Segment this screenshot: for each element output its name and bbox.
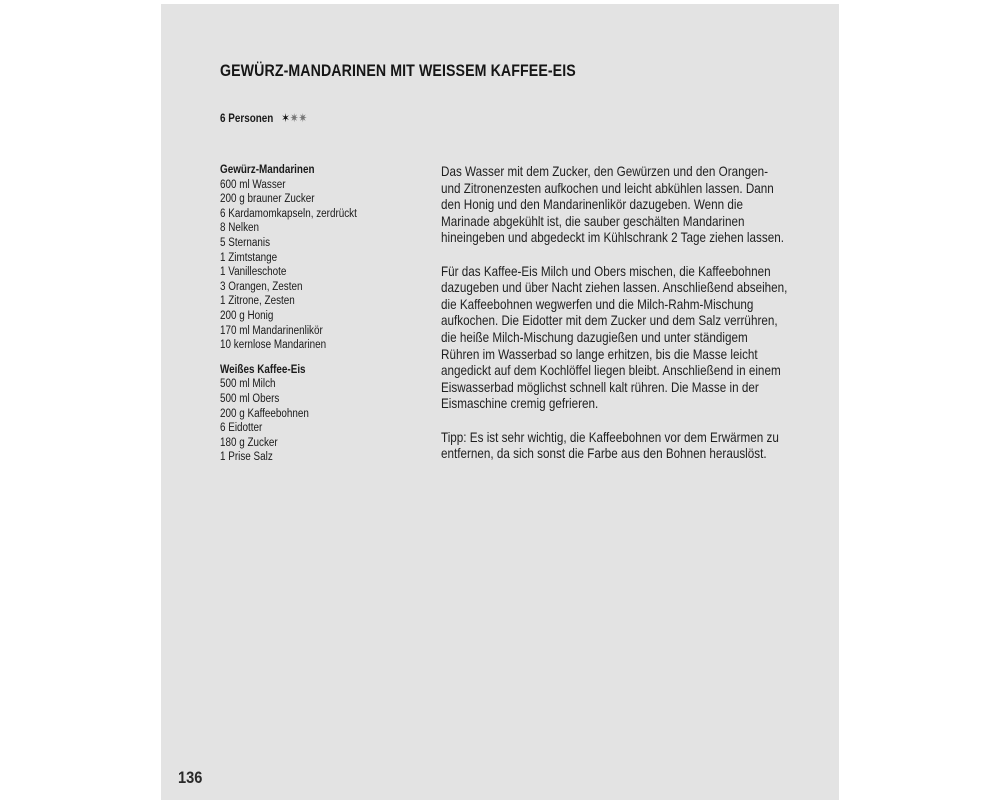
servings-line bbox=[220, 111, 307, 125]
ingredient-item: 500 ml Milch bbox=[220, 378, 276, 391]
servings-label: 6 Personen bbox=[220, 113, 274, 125]
ingredient-item: 10 kernlose Mandarinen bbox=[220, 339, 327, 352]
ingredient-item: 6 Kardamomkapseln, zerdrückt bbox=[220, 207, 357, 220]
ingredient-group-heading: Gewürz-Mandarinen bbox=[220, 164, 315, 176]
ingredient-group bbox=[220, 163, 392, 353]
ingredient-item: 6 Eidotter bbox=[220, 422, 263, 435]
ingredients-list bbox=[220, 163, 392, 475]
ingredient-item: 200 g Honig bbox=[220, 309, 274, 322]
instruction-paragraph: Tipp: Es ist sehr wichtig, die Kaffeebohnen vor dem Erwärmen zu entfernen, da sich sonst die Farbe aus den Bohnen herauslöst. bbox=[441, 429, 779, 462]
ingredient-item: 200 g brauner Zucker bbox=[220, 193, 315, 206]
ingredient-item: 8 Nelken bbox=[220, 222, 260, 235]
ingredient-item: 200 g Kaffeebohnen bbox=[220, 407, 309, 420]
recipe-title: GEWÜRZ-MANDARINEN MIT WEISSEM KAFFEE-EIS bbox=[220, 62, 576, 80]
difficulty-rating bbox=[281, 111, 307, 125]
ingredient-item: 180 g Zucker bbox=[220, 436, 278, 449]
ingredient-item: 1 Vanilleschote bbox=[220, 266, 287, 279]
ingredient-group-heading: Weißes Kaffee-Eis bbox=[220, 363, 306, 376]
page-number: 136 bbox=[178, 768, 203, 787]
instructions bbox=[441, 164, 789, 479]
ingredient-item: 600 ml Wasser bbox=[220, 178, 286, 191]
star-filled-icon: ✶ bbox=[281, 111, 290, 125]
instruction-paragraph: Für das Kaffee-Eis Milch und Obers mischen, die Kaffeebohnen dazugeben und über Nacht ziehen lassen. Anschließend abseihen, die Kaffeebohnen wegwerfen und die Milch-Rahm-Mischung aufkochen. Die Eidotter mit dem Zucker und dem Salz verrühren, die heiße Milch-Mischung dazugießen und unter ständigem Rühren im Wasserbad so lange erhitzen, bis die Masse leicht angedickt auf dem Kochlöffel liegen bleibt. Anschließend in einem Eiswasserbad möglichst schnell kalt rühren. Die Masse in der Eismaschine cremig gefrieren. bbox=[441, 263, 788, 412]
star-empty-icon: ✷ bbox=[298, 111, 308, 125]
ingredient-group bbox=[220, 363, 392, 465]
star-empty-icon: ✷ bbox=[289, 111, 299, 125]
ingredient-item: 1 Zitrone, Zesten bbox=[220, 295, 295, 308]
ingredient-item: 500 ml Obers bbox=[220, 392, 280, 405]
ingredient-item: 1 Prise Salz bbox=[220, 451, 273, 464]
ingredient-item: 5 Sternanis bbox=[220, 236, 271, 249]
ingredient-item: 1 Zimtstange bbox=[220, 251, 278, 264]
instruction-paragraph: Das Wasser mit dem Zucker, den Gewürzen und den Orangen- und Zitronenzesten aufkochen und leicht abkühlen lassen. Dann den Honig und den Mandarinenlikör dazugeben. Wenn die Marinade abgekühlt ist, die sauber geschälten Mandarinen hineingeben und abgedeckt im Kühlschrank 2 Tage ziehen lassen. bbox=[441, 164, 784, 246]
ingredient-item: 3 Orangen, Zesten bbox=[220, 280, 303, 293]
ingredient-item: 170 ml Mandarinenlikör bbox=[220, 324, 323, 337]
book-page bbox=[161, 4, 839, 800]
